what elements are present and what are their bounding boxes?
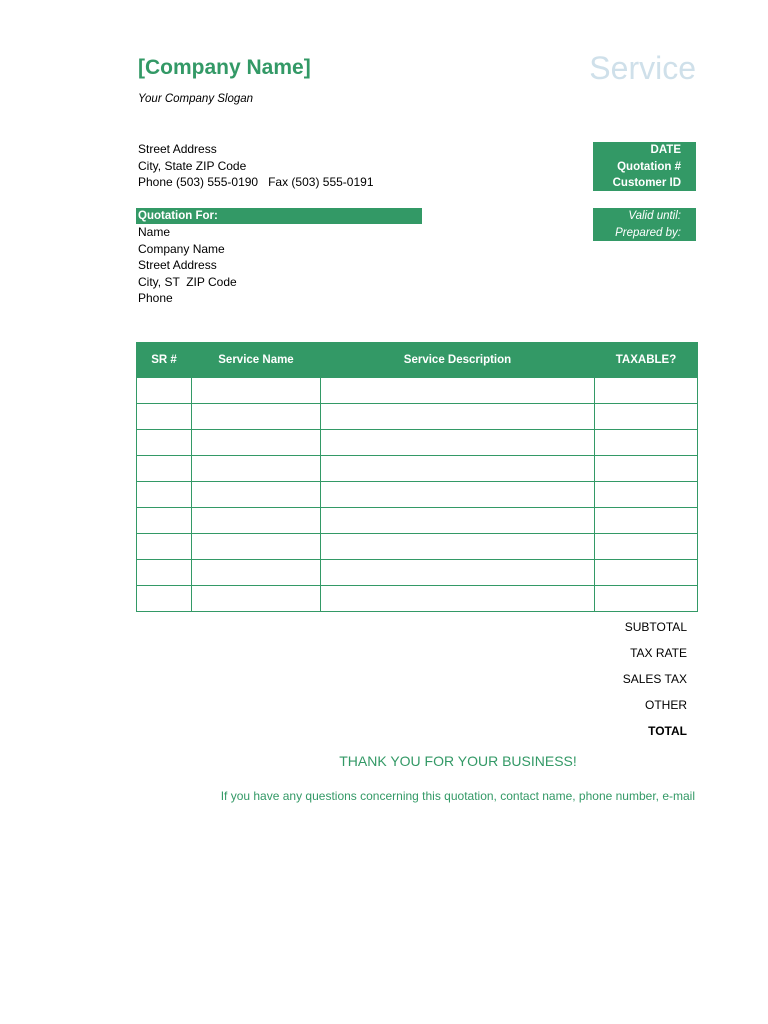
company-name: [Company Name] xyxy=(138,56,311,79)
client-phone: Phone xyxy=(138,291,173,306)
thank-you-message: THANK YOU FOR YOUR BUSINESS! xyxy=(339,753,577,769)
table-row xyxy=(137,378,698,404)
sales-tax-label: SALES TAX xyxy=(622,672,687,686)
sender-address xyxy=(138,141,374,191)
cell-description[interactable] xyxy=(321,560,595,586)
cell-taxable[interactable] xyxy=(595,534,698,560)
table-row xyxy=(137,586,698,612)
cell-service-name[interactable] xyxy=(192,482,321,508)
cell-description[interactable] xyxy=(321,586,595,612)
contact-note: If you have any questions concerning this quotation, contact name, phone number, e-mail xyxy=(220,789,695,803)
table-row xyxy=(137,430,698,456)
quotation-number-label: Quotation # xyxy=(617,160,681,173)
table-row xyxy=(137,456,698,482)
cell-taxable[interactable] xyxy=(595,430,698,456)
table-row xyxy=(137,534,698,560)
cell-sr[interactable] xyxy=(137,586,192,612)
cell-description[interactable] xyxy=(321,534,595,560)
cell-sr[interactable] xyxy=(137,534,192,560)
cell-sr[interactable] xyxy=(137,404,192,430)
total-label: TOTAL xyxy=(648,724,687,738)
cell-sr[interactable] xyxy=(137,430,192,456)
table-row xyxy=(137,508,698,534)
cell-service-name[interactable] xyxy=(192,586,321,612)
cell-taxable[interactable] xyxy=(595,560,698,586)
cell-taxable[interactable] xyxy=(595,482,698,508)
totals-block xyxy=(623,614,687,744)
prepared-by-label: Prepared by: xyxy=(615,226,681,239)
subtotal-label: SUBTOTAL xyxy=(624,620,687,634)
client-street: Street Address xyxy=(138,258,217,273)
sender-street: Street Address xyxy=(138,142,217,156)
table-row xyxy=(137,560,698,586)
client-address xyxy=(138,224,237,307)
document-title: Service xyxy=(589,50,696,86)
cell-description[interactable] xyxy=(321,430,595,456)
cell-sr[interactable] xyxy=(137,378,192,404)
table-header-row xyxy=(137,343,698,378)
valid-until-label: Valid until: xyxy=(628,210,681,222)
cell-description[interactable] xyxy=(321,456,595,482)
cell-description[interactable] xyxy=(321,378,595,404)
cell-description[interactable] xyxy=(321,508,595,534)
other-label: OTHER xyxy=(645,698,687,712)
date-label: DATE xyxy=(650,144,681,156)
client-name: Name xyxy=(138,225,171,239)
quotation-for-label: Quotation For: xyxy=(136,208,422,224)
cell-description[interactable] xyxy=(321,404,595,430)
header-service-description: Service Description xyxy=(321,343,595,378)
meta-box-secondary xyxy=(593,208,696,241)
cell-sr[interactable] xyxy=(137,508,192,534)
cell-taxable[interactable] xyxy=(595,456,698,482)
cell-taxable[interactable] xyxy=(595,508,698,534)
cell-sr[interactable] xyxy=(137,560,192,586)
customer-id-label: Customer ID xyxy=(612,177,681,190)
table-row xyxy=(137,404,698,430)
client-company: Company Name xyxy=(138,241,225,256)
client-city: City, ST ZIP Code xyxy=(138,274,237,289)
cell-service-name[interactable] xyxy=(192,560,321,586)
cell-service-name[interactable] xyxy=(192,534,321,560)
cell-sr[interactable] xyxy=(137,482,192,508)
service-table xyxy=(136,342,698,612)
cell-service-name[interactable] xyxy=(192,404,321,430)
cell-service-name[interactable] xyxy=(192,378,321,404)
cell-sr[interactable] xyxy=(137,456,192,482)
cell-taxable[interactable] xyxy=(595,586,698,612)
meta-box-primary xyxy=(593,142,696,191)
cell-taxable[interactable] xyxy=(595,404,698,430)
tax-rate-label: TAX RATE xyxy=(630,646,687,660)
sender-phone-fax: Phone (503) 555-0190 Fax (503) 555-0191 xyxy=(138,175,374,190)
cell-service-name[interactable] xyxy=(192,456,321,482)
cell-taxable[interactable] xyxy=(595,378,698,404)
cell-description[interactable] xyxy=(321,482,595,508)
header-service-name: Service Name xyxy=(192,343,321,378)
cell-service-name[interactable] xyxy=(192,508,321,534)
table-row xyxy=(137,482,698,508)
sender-city: City, State ZIP Code xyxy=(138,158,247,173)
header-taxable: TAXABLE? xyxy=(595,343,698,378)
header-sr-number: SR # xyxy=(137,343,192,378)
company-slogan: Your Company Slogan xyxy=(138,93,254,105)
cell-service-name[interactable] xyxy=(192,430,321,456)
